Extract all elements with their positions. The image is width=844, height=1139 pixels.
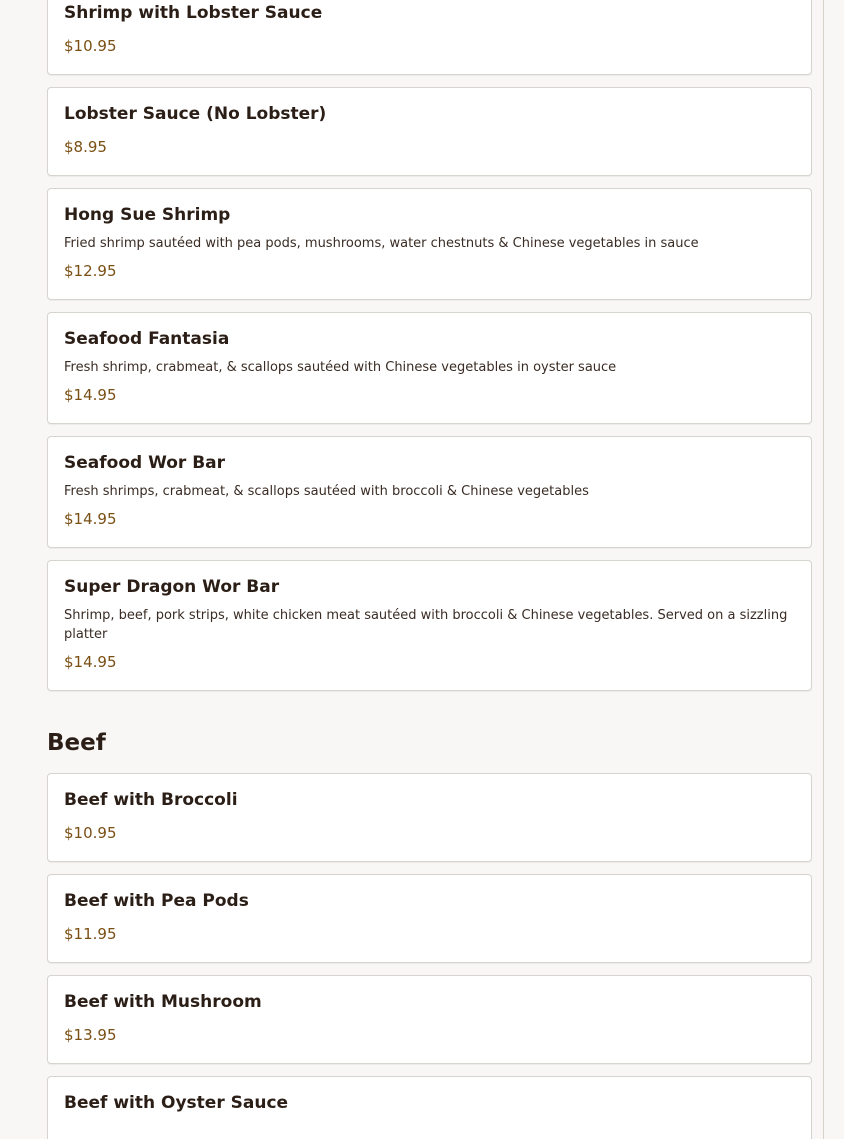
menu-item-card[interactable] <box>47 1076 812 1139</box>
item-price: $8.95 <box>64 138 107 156</box>
menu-item-card[interactable] <box>47 188 812 300</box>
menu-content <box>47 0 812 1139</box>
menu-item-card[interactable] <box>47 87 812 176</box>
menu-item-card[interactable] <box>47 436 812 548</box>
item-price: $14.95 <box>64 653 117 671</box>
item-price: $14.95 <box>64 510 117 528</box>
item-name: Lobster Sauce (No Lobster) <box>64 104 327 124</box>
menu-item-card[interactable] <box>47 312 812 424</box>
item-price: $10.95 <box>64 37 117 55</box>
item-price: $13.95 <box>64 1026 117 1044</box>
menu-item-card[interactable] <box>47 773 812 862</box>
item-name: Seafood Wor Bar <box>64 453 226 473</box>
item-name: Hong Sue Shrimp <box>64 205 231 225</box>
menu-item-card[interactable] <box>47 874 812 963</box>
item-name: Beef with Oyster Sauce <box>64 1093 289 1113</box>
item-name: Super Dragon Wor Bar <box>64 577 280 597</box>
item-description: Fresh shrimp, crabmeat, & scallops sautéed with Chinese vegetables in oyster sauce <box>64 360 617 375</box>
item-description: Fried shrimp sautéed with pea pods, mushrooms, water chestnuts & Chinese vegetables in sauce <box>64 236 699 251</box>
item-name: Beef with Pea Pods <box>64 891 249 911</box>
item-name: Shrimp with Lobster Sauce <box>64 3 323 23</box>
item-price: $10.95 <box>64 824 117 842</box>
item-name: Beef with Mushroom <box>64 992 262 1012</box>
menu-item-card[interactable] <box>47 560 812 691</box>
item-price: $11.95 <box>64 925 117 943</box>
item-description: Fresh shrimps, crabmeat, & scallops sautéed with broccoli & Chinese vegetables <box>64 484 589 499</box>
item-price: $14.95 <box>64 386 117 404</box>
item-name: Seafood Fantasia <box>64 329 230 349</box>
item-name: Beef with Broccoli <box>64 790 238 810</box>
item-description: Shrimp, beef, pork strips, white chicken meat sautéed with broccoli & Chinese vegetables. Served on a sizzling platter <box>64 608 788 642</box>
menu-item-card[interactable] <box>47 0 812 75</box>
section-title-beef: Beef <box>47 730 106 756</box>
menu-item-card[interactable] <box>47 975 812 1064</box>
item-price: $12.95 <box>64 262 117 280</box>
